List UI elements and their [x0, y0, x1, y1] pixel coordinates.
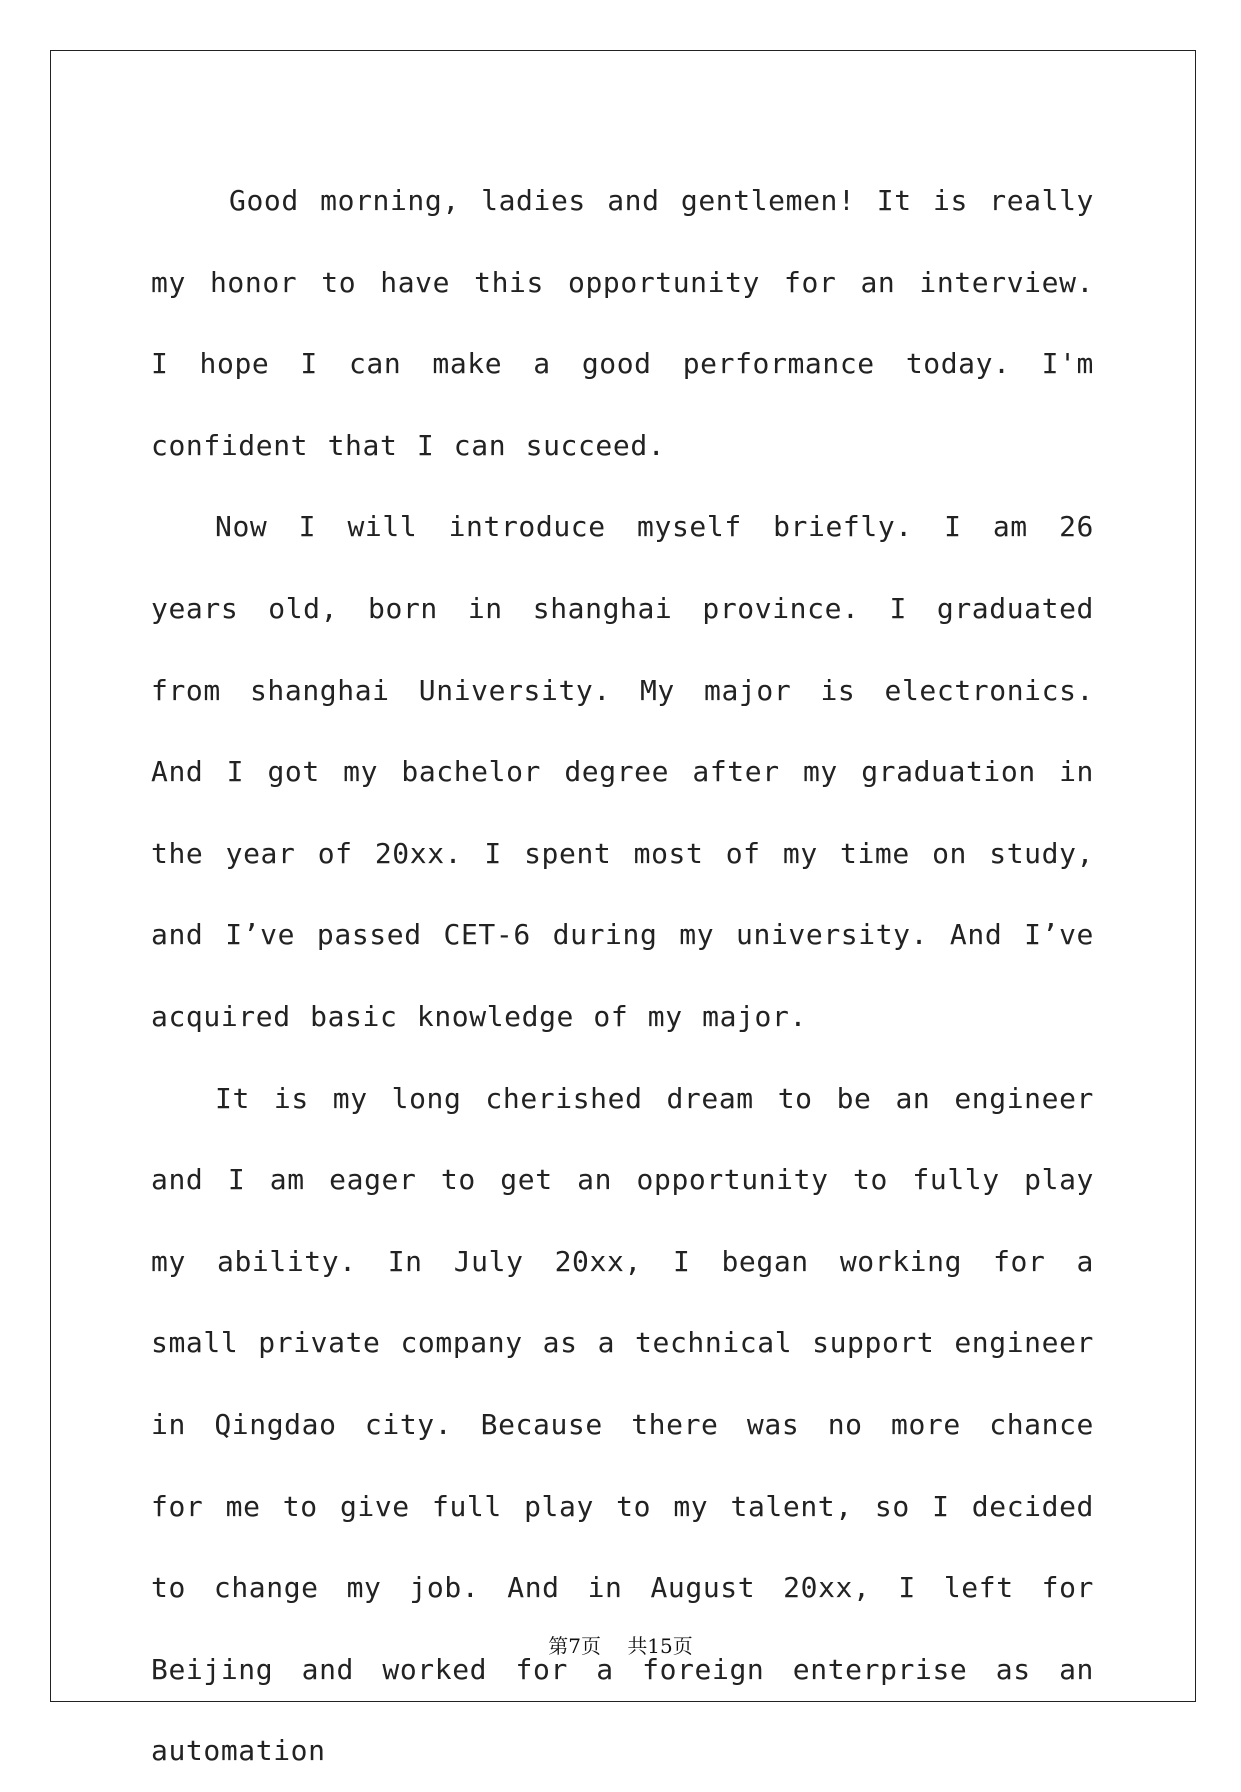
paragraph-career: It is my long cherished dream to be an engineer and I am eager to get an opportunity to fully play my ability. In July 20xx, I began working for a small private company as a technical support engineer in Qingdao city. Because there was no more chance for me to give full play to my talent, so I decided to change my job. And in August 20xx, I left for Beijing and worked for a foreign enterprise as an automation — [151, 1081, 1094, 1768]
document-body — [151, 160, 1094, 1792]
paragraph-introduction: Now I will introduce myself briefly. I am 26 years old, born in shanghai province. I graduated from shanghai University. My major is electronics. And I got my bachelor degree after my graduation in the year of 20xx. I spent most of my time on study, and I’ve passed CET-6 during my university. And I’ve acquired basic knowledge of my major. — [151, 510, 1094, 1033]
page-number-current: 第7页 — [548, 1634, 601, 1658]
paragraph-greeting: Good morning, ladies and gentlemen! It is really my honor to have this opportunity for an interview. I hope I can make a good performance today. I'm confident that I can succeed. — [151, 184, 1094, 462]
page-number-total: 共15页 — [627, 1634, 693, 1658]
page-footer — [0, 1630, 1241, 1659]
